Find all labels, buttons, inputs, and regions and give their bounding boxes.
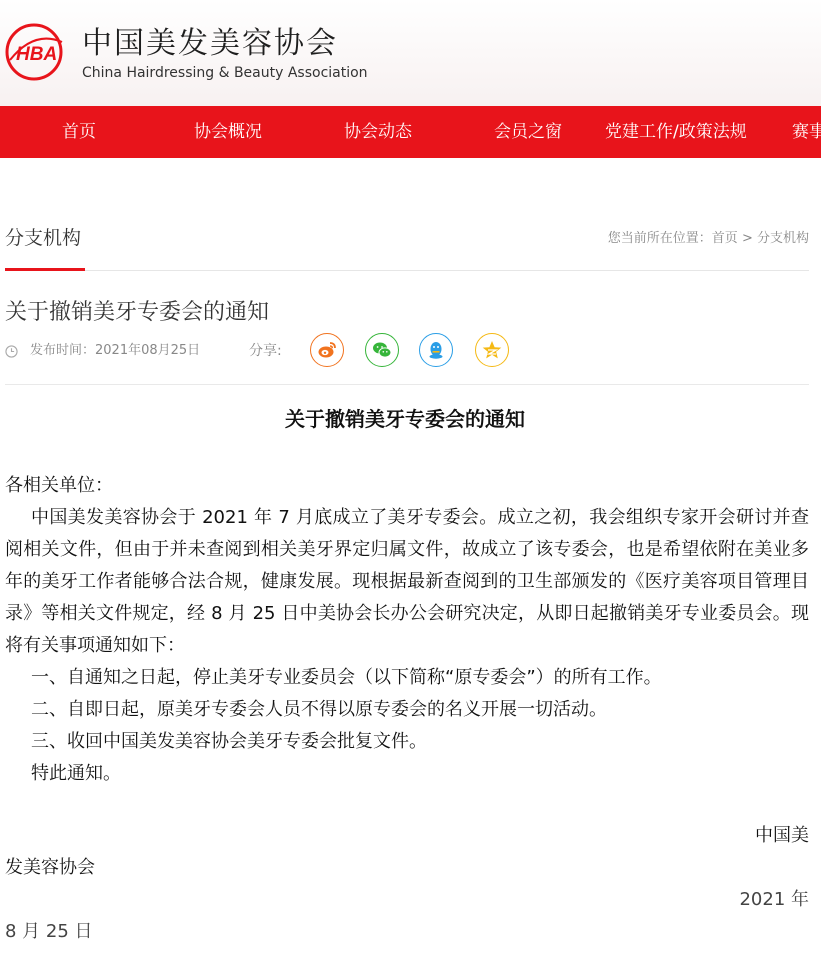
org-name-en: China Hairdressing & Beauty Association bbox=[82, 65, 368, 81]
share-qzone-button[interactable] bbox=[475, 333, 509, 367]
site-header bbox=[0, 0, 821, 106]
weibo-icon bbox=[316, 339, 338, 361]
svg-text:HBA: HBA bbox=[16, 44, 58, 65]
document-title: 关于撤销美牙专委会的通知 bbox=[285, 407, 525, 431]
signature-line-1: 中国美 bbox=[755, 825, 809, 846]
qzone-icon bbox=[481, 339, 503, 361]
signature-date-line-2: 8 月 25 日 bbox=[5, 921, 93, 942]
breadcrumb-current-link[interactable]: 分支机构 bbox=[756, 231, 809, 246]
notice-item: 一、自通知之日起，停止美牙专业委员会（以下简称“原专委会”）的所有工作。 bbox=[31, 667, 662, 688]
nav-item-news[interactable]: 协会动态 bbox=[344, 122, 412, 142]
signature-line-2: 发美容协会 bbox=[5, 857, 95, 878]
document-body-paragraph: 中国美发美容协会于 2021 年 7 月底成立了美牙专委会。成立之初，我会组织专家开会研讨并查阅相关文件，但由于并未查阅到相关美牙界定归属文件，故成立了该专委会，也是希望依附在美业多年的美牙工作者能够合法合规，健康发展。现根据最新查阅到的卫生部颁发的《医疗美容项目管理目录》等相关文件规定，经 8 月 25 日中美协会长办公会研究决定，从即日起撤销美牙专业委员会。现将有关事项通知如下： bbox=[5, 507, 809, 656]
nav-item-members[interactable]: 会员之窗 bbox=[494, 122, 562, 142]
publish-label: 发布时间： bbox=[30, 343, 96, 358]
notice-item: 三、收回中国美发美容协会美牙专委会批复文件。 bbox=[31, 731, 427, 752]
publish-meta bbox=[5, 342, 200, 360]
meta-divider bbox=[5, 384, 809, 385]
share-weibo-button[interactable] bbox=[310, 333, 344, 367]
wechat-icon bbox=[371, 339, 393, 361]
nav-item-about[interactable]: 协会概况 bbox=[194, 122, 262, 142]
notice-item: 二、自即日起，原美牙专委会人员不得以原专委会的名义开展一切活动。 bbox=[31, 699, 607, 720]
org-name-cn: 中国美发美容协会 bbox=[82, 26, 338, 61]
nav-item-party-policy[interactable]: 党建工作/政策法规 bbox=[605, 122, 747, 142]
document-salutation: 各相关单位： bbox=[5, 475, 113, 496]
signature-date-line-1: 2021 年 bbox=[739, 889, 809, 910]
hba-logo-icon[interactable] bbox=[4, 20, 68, 84]
qq-icon bbox=[425, 339, 447, 361]
share-qq-button[interactable] bbox=[419, 333, 453, 367]
section-divider bbox=[5, 270, 809, 271]
share-label: 分享: bbox=[249, 343, 282, 359]
notice-closing: 特此通知。 bbox=[31, 763, 121, 784]
breadcrumb bbox=[608, 230, 809, 248]
section-title: 分支机构 bbox=[5, 227, 82, 249]
share-wechat-button[interactable] bbox=[365, 333, 399, 367]
publish-date: 2021年08月25日 bbox=[95, 343, 201, 358]
breadcrumb-home-link[interactable]: 首页 bbox=[711, 231, 738, 246]
clock-icon bbox=[5, 345, 18, 358]
section-title-underline bbox=[5, 268, 85, 271]
breadcrumb-prefix: 您当前所在位置： bbox=[607, 231, 712, 246]
breadcrumb-separator: > bbox=[737, 231, 757, 246]
article-title: 关于撤销美牙专委会的通知 bbox=[5, 300, 270, 325]
nav-item-home[interactable]: 首页 bbox=[62, 122, 96, 142]
main-nav bbox=[0, 106, 826, 158]
nav-item-events[interactable]: 赛事 bbox=[792, 122, 826, 142]
